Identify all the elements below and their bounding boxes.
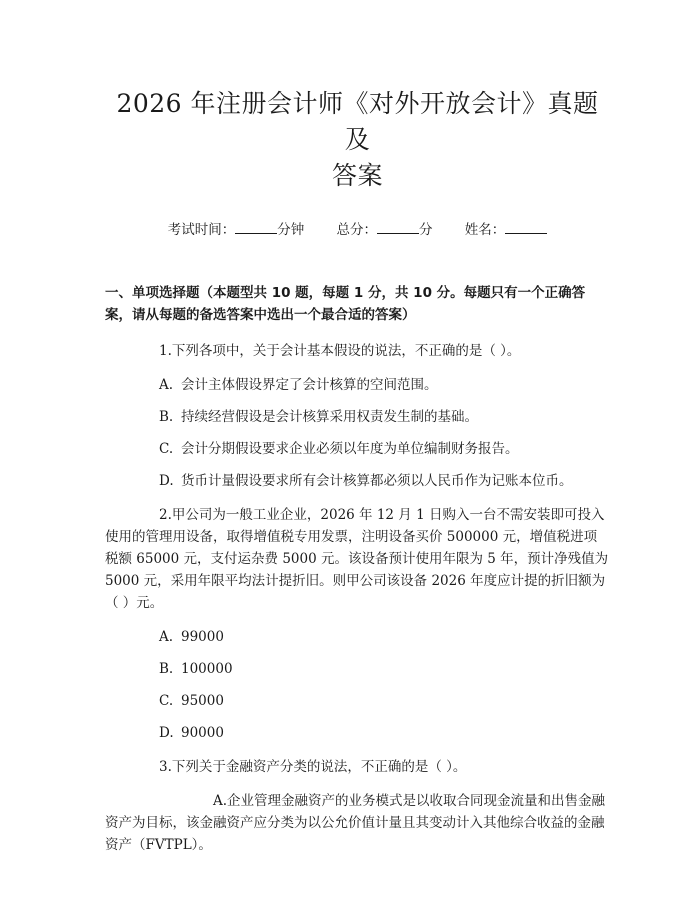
question-2: [105, 504, 610, 614]
option-text: 100000: [181, 661, 233, 677]
option-2d: [105, 722, 610, 744]
question-3: [105, 756, 610, 778]
document-title: [105, 0, 610, 194]
exam-time-unit: 分钟: [277, 222, 305, 238]
option-text: 会计主体假设界定了会计核算的空间范围。: [181, 377, 438, 393]
option-1d: [105, 470, 610, 492]
option-2a: [105, 626, 610, 648]
question-stem: 下列各项中，关于会计基本假设的说法，不正确的是（ ）。: [171, 343, 521, 359]
option-letter: A.: [213, 793, 228, 809]
exam-name-blank: [505, 221, 547, 234]
section-heading: 一、单项选择题（本题型共 10 题，每题 1 分，共 10 分。每题只有一个正确答案，请从每题的备选答案中选出一个最合适的答案）: [105, 285, 586, 323]
option-letter: B.: [159, 409, 174, 425]
option-letter: D.: [159, 473, 174, 489]
exam-name-label: 姓名：: [464, 222, 506, 238]
exam-time-label: 考试时间：: [167, 222, 236, 238]
option-2b: [105, 658, 610, 680]
title-line-2: 答案: [331, 161, 383, 190]
exam-time-field: [168, 222, 309, 238]
option-text: 99000: [181, 629, 224, 645]
option-letter: A.: [159, 377, 174, 393]
option-letter: B.: [159, 661, 174, 677]
option-text: 货币计量假设要求所有会计核算都必须以人民币作为记账本位币。: [181, 473, 573, 489]
exam-name-field: [465, 222, 548, 238]
option-text: 95000: [181, 693, 224, 709]
option-text: 持续经营假设是会计核算采用权责发生制的基础。: [181, 409, 478, 425]
exam-score-unit: 分: [419, 222, 433, 238]
option-letter: A.: [159, 629, 174, 645]
question-number: 2.: [159, 507, 172, 523]
option-1c: [105, 438, 610, 460]
option-2c: [105, 690, 610, 712]
exam-score-label: 总分：: [336, 222, 377, 238]
option-letter: C.: [159, 693, 174, 709]
option-text: 90000: [181, 725, 224, 741]
question-number: 1.: [159, 343, 172, 359]
title-line-1: 2026 年注册会计师《对外开放会计》真题及: [116, 89, 599, 154]
exam-info: [105, 220, 610, 240]
question-1: [105, 340, 610, 362]
option-1b: [105, 406, 610, 428]
exam-score-field: [337, 222, 437, 238]
option-text: 会计分期假设要求企业必须以年度为单位编制财务报告。: [181, 441, 519, 457]
option-letter: C.: [159, 441, 174, 457]
exam-score-blank: [377, 221, 419, 234]
question-stem: 甲公司为一般工业企业，2026 年 12 月 1 日购入一台不需安装即可投入使用的管理用设备，取得增值税专用发票，注明设备买价 500000 元，增值税进项税额 65000 元，支付运杂费 5000 元。该设备预计使用年限为 5 年，预计净残值为 5000 元，采用年限平均法计提折旧。则甲公司该设备 2026 年度应计提的折旧额为（ ）元。: [105, 507, 609, 611]
option-1a: [105, 374, 610, 396]
exam-time-blank: [235, 221, 277, 234]
question-number: 3.: [159, 759, 172, 775]
option-text: 企业管理金融资产的业务模式是以收取合同现金流量和出售金融资产为目标，该金融资产应分类为以公允价值计量且其变动计入其他综合收益的金融资产（FVTPL）。: [105, 793, 606, 853]
option-3a: [105, 790, 610, 856]
question-stem: 下列关于金融资产分类的说法，不正确的是（ ）。: [171, 759, 467, 775]
option-letter: D.: [159, 725, 174, 741]
